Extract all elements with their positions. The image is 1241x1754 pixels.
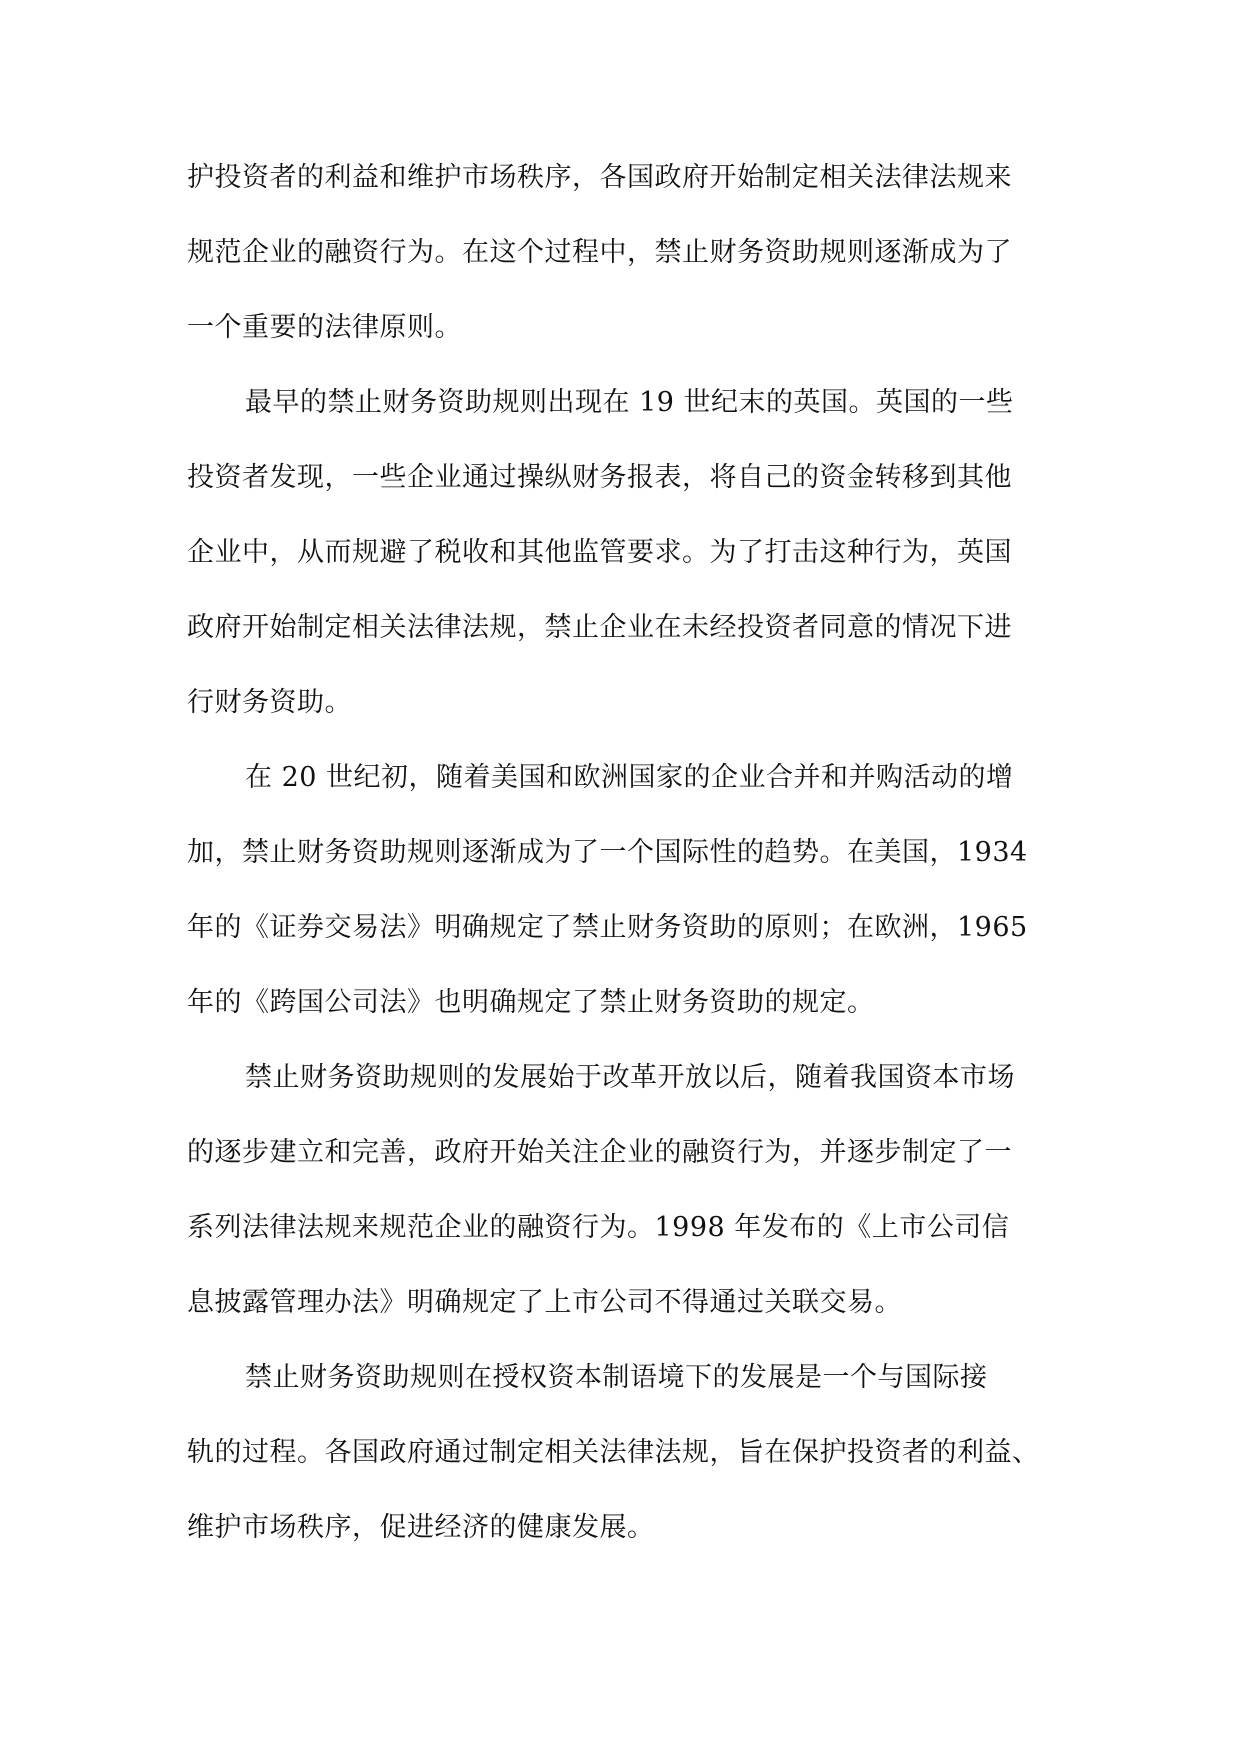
text-line: 息披露管理办法》明确规定了上市公司不得通过关联交易。: [187, 1287, 902, 1318]
text-line: 禁止财务资助规则的发展始于改革开放以后，随着我国资本市场: [245, 1062, 1015, 1093]
text-line: 系列法律法规来规范企业的融资行为。1998 年发布的《上市公司信: [187, 1212, 1010, 1243]
text-line: 行财务资助。: [187, 687, 352, 718]
text-line: 一个重要的法律原则。: [187, 312, 462, 343]
text-line: 护投资者的利益和维护市场秩序，各国政府开始制定相关法律法规来: [187, 162, 1012, 193]
text-line: 维护市场秩序，促进经济的健康发展。: [187, 1512, 655, 1543]
text-line: 规范企业的融资行为。在这个过程中，禁止财务资助规则逐渐成为了: [187, 237, 1012, 268]
paragraph-5: [187, 1340, 1055, 1565]
paragraph-1: [187, 140, 1055, 365]
text-line: 轨的过程。各国政府通过制定相关法律法规，旨在保护投资者的利益、: [187, 1437, 1040, 1468]
paragraph-4: [187, 1040, 1055, 1340]
text-line: 加，禁止财务资助规则逐渐成为了一个国际性的趋势。在美国，1934: [187, 837, 1028, 868]
text-line: 在 20 世纪初，随着美国和欧洲国家的企业合并和并购活动的增: [245, 762, 1014, 793]
document-body: [187, 140, 1055, 1565]
paragraph-3: [187, 740, 1055, 1040]
text-line: 企业中，从而规避了税收和其他监管要求。为了打击这种行为，英国: [187, 537, 1012, 568]
paragraph-2: [187, 365, 1055, 740]
text-line: 年的《证券交易法》明确规定了禁止财务资助的原则；在欧洲，1965: [187, 912, 1028, 943]
text-line: 最早的禁止财务资助规则出现在 19 世纪末的英国。英国的一些: [245, 387, 1014, 418]
text-line: 政府开始制定相关法律法规，禁止企业在未经投资者同意的情况下进: [187, 612, 1012, 643]
text-line: 投资者发现，一些企业通过操纵财务报表，将自己的资金转移到其他: [187, 462, 1012, 493]
text-line: 的逐步建立和完善，政府开始关注企业的融资行为，并逐步制定了一: [187, 1137, 1012, 1168]
text-line: 年的《跨国公司法》也明确规定了禁止财务资助的规定。: [187, 987, 875, 1018]
text-line: 禁止财务资助规则在授权资本制语境下的发展是一个与国际接: [245, 1362, 988, 1393]
